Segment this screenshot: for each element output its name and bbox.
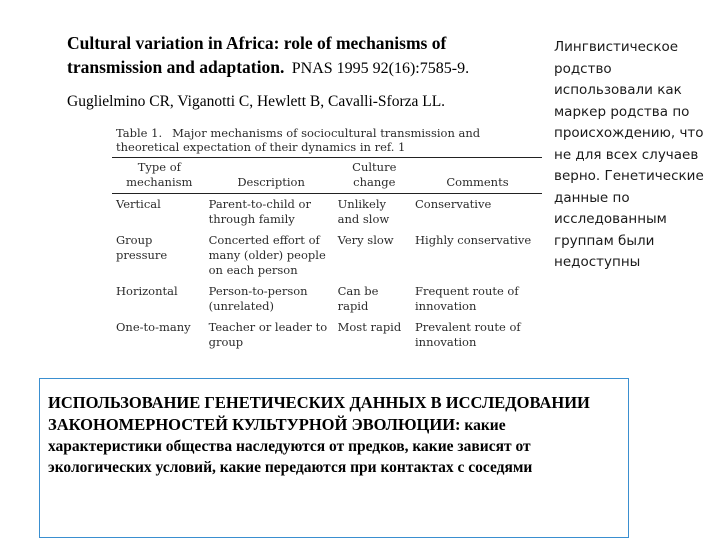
table-cell: Teacher or leader to group [208, 320, 328, 349]
table-caption-text: Major mechanisms of sociocultural transmission and theoretical expectation of their dynamics in ref. 1 [116, 126, 481, 154]
table-header-cell: Description [207, 158, 336, 194]
table-image [112, 126, 542, 380]
table-cell: Unlikely and slow [337, 197, 390, 226]
table-row [112, 230, 542, 281]
table-header-row [112, 158, 542, 194]
table-cell: Person-to-person (unrelated) [208, 284, 308, 313]
callout-text [48, 392, 623, 478]
table-row [112, 194, 542, 231]
table-cell: Prevalent route of innovation [414, 320, 521, 349]
table-caption [116, 126, 542, 154]
table-cell: Most rapid [337, 320, 402, 334]
table-cell: One-to-many [116, 320, 191, 334]
table-cell: Parent-to-child or through family [208, 197, 311, 226]
paper-authors: Guglielmino CR, Viganotti C, Hewlett B, Cavalli-Sforza LL. [67, 93, 446, 110]
table-cell: Concerted effort of many (older) people on each person [208, 233, 326, 277]
callout-heading: ИСПОЛЬЗОВАНИЕ ГЕНЕТИЧЕСКИХ ДАННЫХ В ИССЛЕДОВАНИИ ЗАКОНОМЕРНОСТЕЙ КУЛЬТУРНОЙ ЭВОЛЮЦИИ: [48, 393, 590, 434]
table-header-cell: Culture change [336, 158, 413, 194]
side-note: Лингвистическое родство использовали как маркер родства по происхождению, что не для всех случаев верно. Генетические данные по исследованным группам были недоступны [554, 39, 704, 270]
table-label: Table 1. [116, 126, 163, 140]
table-cell: Can be rapid [337, 284, 379, 313]
table-cell: Frequent route of innovation [414, 284, 519, 313]
callout-box [39, 378, 629, 538]
mechanisms-table [112, 158, 542, 353]
paper-title [67, 31, 537, 81]
table-row [112, 317, 542, 353]
table-header-cell: Type of mechanism [112, 158, 207, 194]
paper-citation: PNAS 1995 92(16):7585-9. [291, 60, 470, 77]
table-header-cell: Comments [413, 158, 542, 194]
table-cell: Conservative [414, 197, 492, 211]
table-cell: Vertical [116, 197, 161, 211]
table-cell: Group pressure [116, 233, 168, 262]
paper-title-text: Cultural variation in Africa: role of mechanisms of transmission and adaptation. [67, 33, 447, 77]
table-cell: Highly conservative [414, 233, 532, 247]
table-cell: Horizontal [116, 284, 178, 298]
table-cell: Very slow [337, 233, 394, 247]
table-row [112, 281, 542, 317]
callout-body: какие характеристики общества наследуются от предков, какие зависят от экологических условий, какие передаются при контактах с соседями [48, 417, 533, 476]
